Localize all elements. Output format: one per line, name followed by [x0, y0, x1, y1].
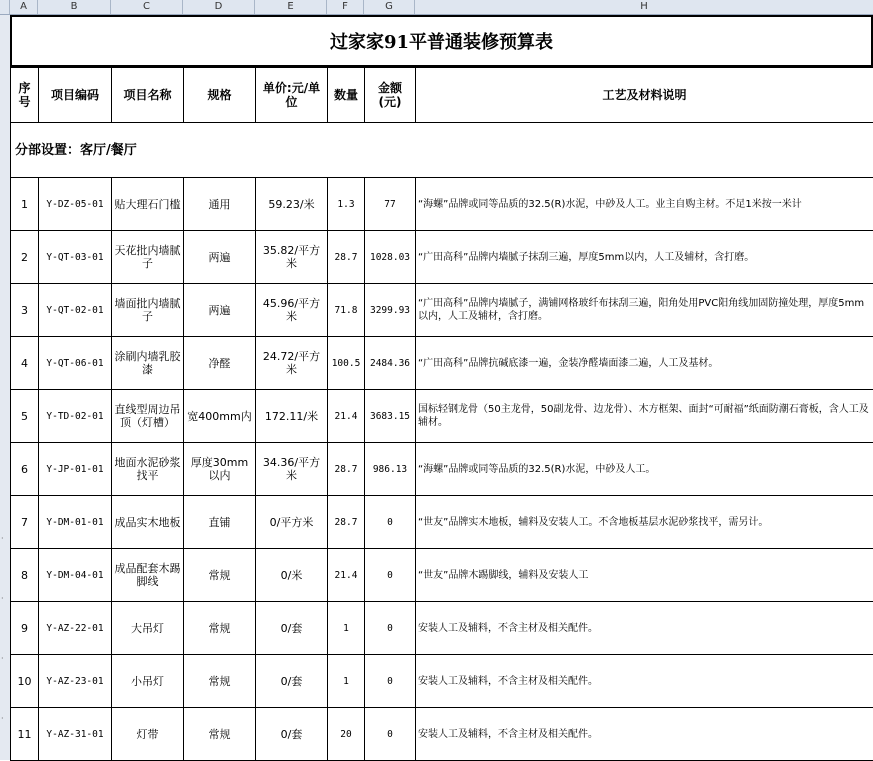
table-row — [11, 284, 873, 337]
cell-amount[interactable]: 2484.36 — [365, 337, 416, 390]
cell-no[interactable]: 11 — [11, 708, 39, 761]
cell-unit-price[interactable]: 0/套 — [256, 602, 328, 655]
cell-no[interactable]: 6 — [11, 443, 39, 496]
table-row — [11, 496, 873, 549]
cell-desc[interactable]: “广田高科”品牌内墙腻子，满铺网格玻纤布抹刮三遍，阳角处用PVC阳角线加固防撞处理，厚度5mm以内，人工及辅材，含打磨。 — [416, 284, 873, 337]
section-row — [11, 123, 873, 178]
cell-code[interactable]: Y-AZ-31-01 — [39, 708, 112, 761]
cell-qty[interactable]: 71.8 — [328, 284, 365, 337]
cell-spec[interactable]: 常规 — [184, 602, 256, 655]
cell-name[interactable]: 成品配套木踢脚线 — [112, 549, 184, 602]
cell-unit-price[interactable]: 35.82/平方米 — [256, 231, 328, 284]
cell-code[interactable]: Y-QT-03-01 — [39, 231, 112, 284]
cell-code[interactable]: Y-DM-04-01 — [39, 549, 112, 602]
table-row — [11, 655, 873, 708]
cell-qty[interactable]: 1 — [328, 655, 365, 708]
cell-qty[interactable]: 100.5 — [328, 337, 365, 390]
cell-name[interactable]: 大吊灯 — [112, 602, 184, 655]
cell-desc[interactable]: “世友”品牌实木地板，辅料及安装人工。不含地板基层水泥砂浆找平，需另计。 — [416, 496, 873, 549]
cell-qty[interactable]: 21.4 — [328, 390, 365, 443]
cell-no[interactable]: 9 — [11, 602, 39, 655]
cell-qty[interactable]: 28.7 — [328, 496, 365, 549]
column-header-f[interactable]: F — [327, 0, 364, 14]
cell-name[interactable]: 灯带 — [112, 708, 184, 761]
column-header-e[interactable]: E — [255, 0, 327, 14]
row-gutter-mark: · — [1, 715, 9, 723]
cell-name[interactable]: 小吊灯 — [112, 655, 184, 708]
cell-amount[interactable]: 986.13 — [365, 443, 416, 496]
cell-qty[interactable]: 20 — [328, 708, 365, 761]
cell-code[interactable]: Y-DZ-05-01 — [39, 178, 112, 231]
cell-name[interactable]: 直线型周边吊顶（灯槽） — [112, 390, 184, 443]
cell-desc[interactable]: “海螺”品牌或同等品质的32.5(R)水泥，中砂及人工。 — [416, 443, 873, 496]
column-header-a[interactable]: A — [10, 0, 38, 14]
cell-spec[interactable]: 两遍 — [184, 284, 256, 337]
cell-amount[interactable]: 0 — [365, 496, 416, 549]
column-header-bar — [0, 0, 873, 15]
cell-desc[interactable]: “广田高科”品牌内墙腻子抹刮三遍，厚度5mm以内，人工及辅材，含打磨。 — [416, 231, 873, 284]
cell-no[interactable]: 8 — [11, 549, 39, 602]
cell-spec[interactable]: 常规 — [184, 708, 256, 761]
cell-qty[interactable]: 21.4 — [328, 549, 365, 602]
section-label[interactable]: 分部设置：客厅/餐厅 — [11, 123, 873, 178]
column-header-b[interactable]: B — [38, 0, 111, 14]
cell-spec[interactable]: 常规 — [184, 549, 256, 602]
cell-no[interactable]: 5 — [11, 390, 39, 443]
column-header-h[interactable]: H — [415, 0, 873, 14]
header-qty[interactable]: 数量 — [328, 68, 365, 123]
cell-spec[interactable]: 常规 — [184, 655, 256, 708]
cell-no[interactable]: 3 — [11, 284, 39, 337]
table-body — [11, 178, 873, 761]
cell-desc[interactable]: “广田高科”品牌抗碱底漆一遍，金装净醛墙面漆二遍，人工及基材。 — [416, 337, 873, 390]
cell-amount[interactable]: 0 — [365, 549, 416, 602]
cell-unit-price[interactable]: 0/套 — [256, 708, 328, 761]
table-row — [11, 549, 873, 602]
cell-code[interactable]: Y-AZ-23-01 — [39, 655, 112, 708]
sheet-title[interactable]: 过家家91平普通装修预算表 — [10, 15, 873, 67]
header-unit-price[interactable]: 单价:元/单位 — [256, 68, 328, 123]
header-code[interactable]: 项目编码 — [39, 68, 112, 123]
cell-code[interactable]: Y-QT-02-01 — [39, 284, 112, 337]
cell-name[interactable]: 成品实木地板 — [112, 496, 184, 549]
cell-no[interactable]: 4 — [11, 337, 39, 390]
header-no[interactable]: 序号 — [11, 68, 39, 123]
cell-code[interactable]: Y-JP-01-01 — [39, 443, 112, 496]
cell-name[interactable]: 贴大理石门槛 — [112, 178, 184, 231]
cell-desc[interactable]: 国标轻钢龙骨（50主龙骨，50副龙骨、边龙骨）、木方框架、面封“可耐福”纸面防潮石膏板，含人工及辅材。 — [416, 390, 873, 443]
cell-desc[interactable]: “世友”品牌木踢脚线，辅料及安装人工 — [416, 549, 873, 602]
cell-desc[interactable]: 安装人工及辅料，不含主材及相关配件。 — [416, 708, 873, 761]
cell-name[interactable]: 天花批内墙腻子 — [112, 231, 184, 284]
column-header-g[interactable]: G — [364, 0, 415, 14]
cell-unit-price[interactable]: 34.36/平方米 — [256, 443, 328, 496]
cell-code[interactable]: Y-TD-02-01 — [39, 390, 112, 443]
cell-unit-price[interactable]: 0/平方米 — [256, 496, 328, 549]
cell-unit-price[interactable]: 0/套 — [256, 655, 328, 708]
table-row — [11, 708, 873, 761]
column-header-c[interactable]: C — [111, 0, 183, 14]
row-gutter-mark: · — [1, 655, 9, 663]
budget-table — [10, 67, 873, 761]
cell-amount[interactable]: 3299.93 — [365, 284, 416, 337]
cell-qty[interactable]: 1.3 — [328, 178, 365, 231]
cell-amount[interactable]: 3683.15 — [365, 390, 416, 443]
cell-spec[interactable]: 净醛 — [184, 337, 256, 390]
cell-name[interactable]: 涂刷内墙乳胶漆 — [112, 337, 184, 390]
column-header-d[interactable]: D — [183, 0, 255, 14]
cell-code[interactable]: Y-AZ-22-01 — [39, 602, 112, 655]
cell-spec[interactable]: 宽400mm内 — [184, 390, 256, 443]
cell-amount[interactable]: 0 — [365, 708, 416, 761]
header-amount[interactable]: 金额(元) — [365, 68, 416, 123]
cell-qty[interactable]: 28.7 — [328, 443, 365, 496]
cell-no[interactable]: 2 — [11, 231, 39, 284]
cell-code[interactable]: Y-QT-06-01 — [39, 337, 112, 390]
table-row — [11, 443, 873, 496]
cell-qty[interactable]: 1 — [328, 602, 365, 655]
table-row — [11, 602, 873, 655]
cell-spec[interactable]: 两遍 — [184, 231, 256, 284]
table-row — [11, 178, 873, 231]
cell-name[interactable]: 墙面批内墙腻子 — [112, 284, 184, 337]
header-desc[interactable]: 工艺及材料说明 — [416, 68, 873, 123]
cell-spec[interactable]: 厚度30mm以内 — [184, 443, 256, 496]
table-row — [11, 390, 873, 443]
cell-amount[interactable]: 1028.03 — [365, 231, 416, 284]
select-all-corner[interactable] — [0, 0, 10, 14]
cell-no[interactable]: 7 — [11, 496, 39, 549]
header-spec[interactable]: 规格 — [184, 68, 256, 123]
cell-unit-price[interactable]: 45.96/平方米 — [256, 284, 328, 337]
cell-no[interactable]: 1 — [11, 178, 39, 231]
row-gutter-mark: · — [1, 535, 9, 543]
row-gutter-mark: · — [1, 595, 9, 603]
cell-amount[interactable]: 77 — [365, 178, 416, 231]
cell-name[interactable]: 地面水泥砂浆找平 — [112, 443, 184, 496]
cell-amount[interactable]: 0 — [365, 655, 416, 708]
table-header-row — [11, 68, 873, 123]
cell-code[interactable]: Y-DM-01-01 — [39, 496, 112, 549]
cell-unit-price[interactable]: 0/米 — [256, 549, 328, 602]
table-row — [11, 231, 873, 284]
cell-unit-price[interactable]: 59.23/米 — [256, 178, 328, 231]
table-row — [11, 337, 873, 390]
cell-desc[interactable]: 安装人工及辅料，不含主材及相关配件。 — [416, 602, 873, 655]
cell-desc[interactable]: 安装人工及辅料，不含主材及相关配件。 — [416, 655, 873, 708]
cell-unit-price[interactable]: 172.11/米 — [256, 390, 328, 443]
cell-no[interactable]: 10 — [11, 655, 39, 708]
cell-qty[interactable]: 28.7 — [328, 231, 365, 284]
cell-unit-price[interactable]: 24.72/平方米 — [256, 337, 328, 390]
cell-spec[interactable]: 通用 — [184, 178, 256, 231]
cell-amount[interactable]: 0 — [365, 602, 416, 655]
header-name[interactable]: 项目名称 — [112, 68, 184, 123]
cell-desc[interactable]: “海螺”品牌或同等品质的32.5(R)水泥，中砂及人工。业主自购主材。不足1米按一米计 — [416, 178, 873, 231]
cell-spec[interactable]: 直铺 — [184, 496, 256, 549]
